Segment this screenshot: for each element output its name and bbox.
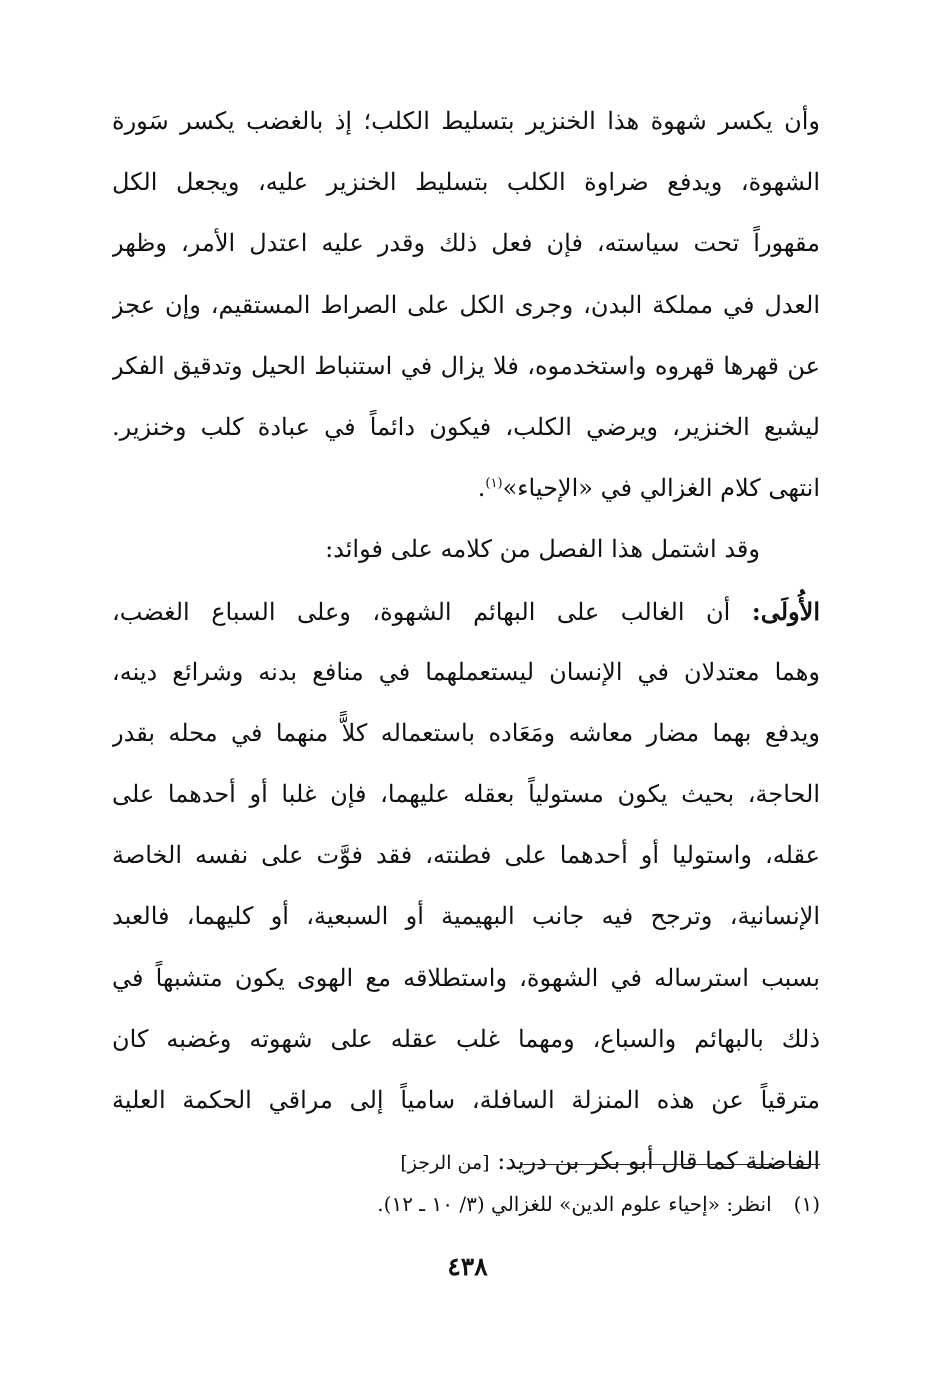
footnote-number: (١)	[793, 1192, 820, 1216]
main-text	[112, 91, 820, 1192]
text-line: عقله، واستوليا أو أحدهما على فطنته، فقد فوَّت على نفسه الخاصة	[112, 841, 820, 870]
section-lead-text: أن الغالب على البهائم الشهوة، وعلى السباع الغضب،	[112, 597, 752, 626]
footnote-reference: (١)	[485, 476, 503, 492]
page-number: ٤٣٨	[447, 1252, 488, 1281]
text-line: الإنسانية، وترجح فيه جانب البهيمية أو السبعية، أو كليهما، فالعبد	[112, 902, 820, 931]
text-line: الحاجة، بحيث يكون مستولياً بعقله عليهما، فإن غلبا أو أحدهما على	[112, 780, 820, 809]
text-line: وهما معتدلان في الإنسان ليستعملهما في منافع بدنه وشرائع دينه،	[112, 657, 820, 686]
text-line: وأن يكسر شهوة هذا الخنزير بتسليط الكلب؛ إذ بالغضب يكسر سَورة	[112, 107, 820, 135]
text-line: ويدفع بهما مضار معاشه ومَعَاده باستعماله كلاًّ منهما في محله بقدر	[112, 718, 820, 747]
text-line: ليشبع الخنزير، ويرضي الكلب، فيكون دائماً في عبادة كلب وخنزير.	[112, 412, 820, 441]
text-line	[112, 458, 820, 519]
text-line: مترقياً عن هذه المنزلة السافلة، سامياً إلى مراقي الحكمة العلية	[112, 1086, 820, 1114]
text-line: عن قهرها قهروه واستخدموه، فلا يزال في استنباط الحيل وتدقيق الفكر	[112, 351, 820, 380]
text-line: الشهوة، ويدفع ضراوة الكلب بتسليط الخنزير عليه، ويجعل الكل	[112, 168, 820, 197]
citation-text: انتهى كلام الغزالي في «الإحياء»	[502, 474, 820, 503]
footnote-separator	[520, 1164, 820, 1165]
footnote	[112, 1186, 820, 1222]
text-line: مقهوراً تحت سياسته، فإن فعل ذلك وقدر عليه اعتدل الأمر، وظهر	[112, 229, 820, 258]
poem-intro-text: الفاضلة كما قال أبو بكر بن دريد:	[497, 1147, 820, 1176]
text-line	[112, 1131, 820, 1192]
section-lead-word: الأُولَى:	[751, 596, 820, 626]
text-line	[112, 581, 820, 642]
text-line: العدل في مملكة البدن، وجرى الكل على الصراط المستقيم، وإن عجز	[112, 290, 820, 319]
text-line: وقد اشتمل هذا الفصل من كلامه على فوائد:	[325, 535, 760, 564]
text-line: بسبب استرساله في الشهوة، واستطلاقه مع الهوى يكون متشبهاً في	[112, 963, 820, 992]
sentence-end: .	[477, 474, 486, 503]
footnote-text: انظر: «إحياء علوم الدين» للغزالي (٣/ ١٠ ـ ١٢).	[377, 1192, 772, 1216]
text-line: ذلك بالبهائم والسباع، ومهما غلب عقله على شهوته وغضبه كان	[112, 1024, 820, 1053]
poetic-meter-label: [من الرجز]	[400, 1152, 490, 1175]
